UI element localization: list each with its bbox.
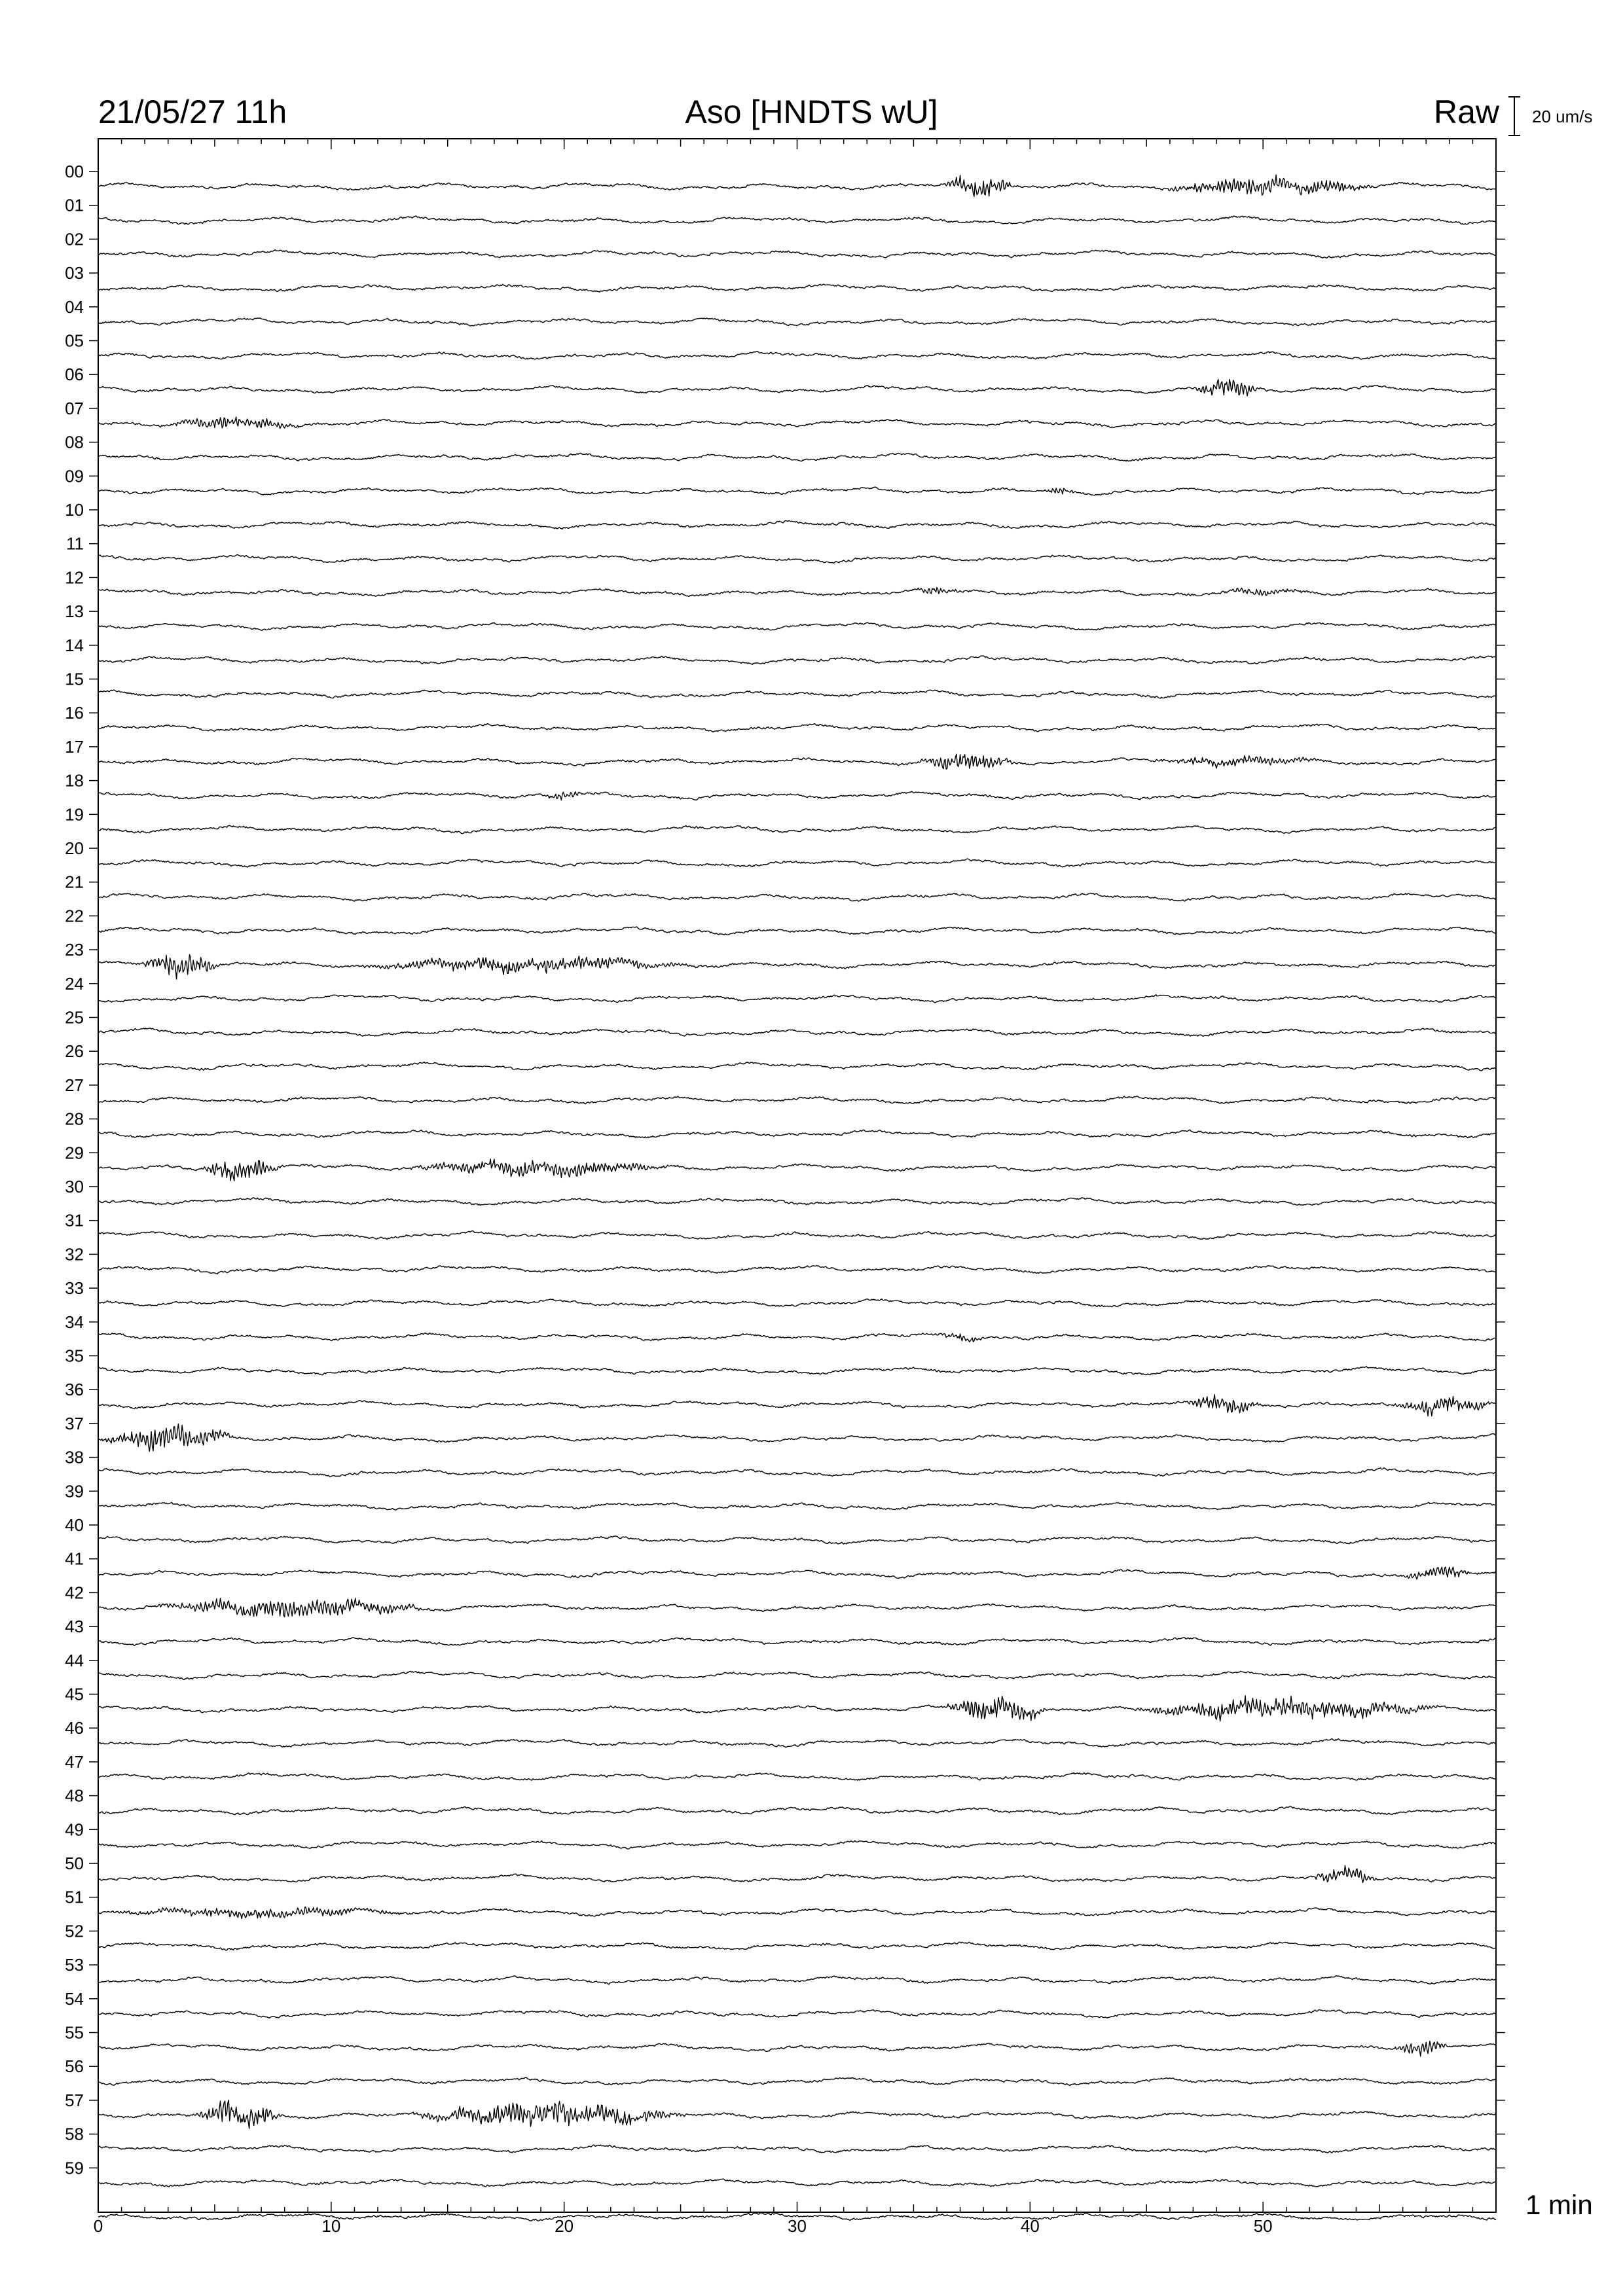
- row-labels: [65, 162, 84, 2178]
- row-label: 30: [65, 1177, 84, 1196]
- trace-line: [98, 1696, 1496, 1721]
- trace-line: [98, 1671, 1496, 1679]
- row-label: 41: [65, 1549, 84, 1569]
- trace-line: [98, 927, 1496, 935]
- x-tick-label: 10: [321, 2216, 341, 2236]
- trace-line: [98, 588, 1496, 597]
- trace-line: [98, 724, 1496, 732]
- trace-line: [98, 1159, 1496, 1181]
- trace-line: [98, 690, 1496, 698]
- row-label: 16: [65, 703, 84, 723]
- x-tick-labels: [94, 2216, 1273, 2236]
- trace-line: [98, 1840, 1496, 1849]
- trace-line: [98, 521, 1496, 529]
- trace-line: [98, 1299, 1496, 1307]
- trace-line: [98, 791, 1496, 800]
- row-label: 24: [65, 973, 84, 994]
- trace-line: [98, 1865, 1496, 1882]
- trace-line: [98, 825, 1496, 833]
- trace-line: [98, 1907, 1496, 1918]
- trace-line: [98, 175, 1496, 196]
- trace-datetime: 21/05/27 11h: [98, 94, 287, 130]
- row-label: 27: [65, 1075, 84, 1095]
- row-label: 34: [65, 1312, 84, 1332]
- row-label: 51: [65, 1887, 84, 1907]
- row-label: 06: [65, 365, 84, 385]
- x-axis-unit-label: 1 min: [1525, 2189, 1593, 2220]
- row-label: 05: [65, 331, 84, 351]
- row-label: 23: [65, 940, 84, 960]
- trace-line: [98, 2041, 1496, 2056]
- trace-line: [98, 1096, 1496, 1104]
- row-label: 48: [65, 1785, 84, 1806]
- row-label: 33: [65, 1278, 84, 1299]
- trace-line: [98, 1266, 1496, 1274]
- row-label: 50: [65, 1854, 84, 1873]
- row-label: 32: [65, 1244, 84, 1265]
- trace-line: [98, 1976, 1496, 1984]
- filter-mode: Raw: [1433, 94, 1499, 130]
- trace-line: [98, 622, 1496, 630]
- trace-line: [98, 2179, 1496, 2187]
- plot-frame: [98, 139, 1496, 2212]
- trace-line: [98, 2010, 1496, 2018]
- x-tick-label: 20: [555, 2216, 574, 2236]
- trace-line: [98, 1806, 1496, 1814]
- row-label: 35: [65, 1346, 84, 1366]
- row-label: 47: [65, 1751, 84, 1772]
- trace-line: [98, 1028, 1496, 1037]
- row-label: 37: [65, 1413, 84, 1433]
- trace-line: [98, 1468, 1496, 1477]
- row-label: 52: [65, 1921, 84, 1941]
- row-label: 12: [65, 567, 84, 588]
- row-label: 15: [65, 669, 84, 689]
- row-label: 14: [65, 635, 84, 655]
- row-label: 55: [65, 2022, 84, 2043]
- trace-line: [98, 2145, 1496, 2153]
- row-label: 44: [65, 1650, 84, 1670]
- row-label: 38: [65, 1447, 84, 1467]
- row-label: 18: [65, 770, 84, 791]
- trace-line: [98, 1367, 1496, 1375]
- row-label: 29: [65, 1143, 84, 1163]
- row-label: 00: [65, 162, 84, 181]
- trace-line: [98, 1567, 1496, 1579]
- row-label: 46: [65, 1718, 84, 1738]
- trace-line: [98, 380, 1496, 396]
- row-label: 45: [65, 1684, 84, 1704]
- row-label: 31: [65, 1210, 84, 1230]
- row-label: 02: [65, 229, 84, 249]
- trace-line: [98, 1395, 1496, 1416]
- row-label: 10: [65, 500, 84, 520]
- row-label: 49: [65, 1820, 84, 1840]
- trace-line: [98, 754, 1496, 769]
- station-title: Aso [HNDTS wU]: [685, 94, 938, 130]
- trace-line: [98, 2100, 1496, 2129]
- row-label: 36: [65, 1380, 84, 1400]
- row-label: 08: [65, 432, 84, 452]
- trace-line: [98, 318, 1496, 326]
- row-label: 43: [65, 1617, 84, 1637]
- row-label: 20: [65, 838, 84, 858]
- trace-line: [98, 1942, 1496, 1950]
- row-label: 17: [65, 736, 84, 757]
- row-label: 22: [65, 906, 84, 926]
- trace-lines: [98, 175, 1496, 2221]
- trace-line: [98, 351, 1496, 359]
- row-label: 54: [65, 1988, 84, 2009]
- trace-line: [98, 656, 1496, 664]
- row-label: 04: [65, 296, 84, 317]
- trace-line: [98, 1536, 1496, 1544]
- trace-line: [98, 1503, 1496, 1511]
- trace-line: [98, 555, 1496, 564]
- trace-line: [98, 1333, 1496, 1342]
- row-label: 25: [65, 1007, 84, 1028]
- tick-marks: [89, 139, 1505, 2212]
- row-label: 07: [65, 398, 84, 418]
- trace-line: [98, 417, 1496, 429]
- trace-line: [98, 1198, 1496, 1206]
- trace-line: [98, 453, 1496, 461]
- row-label: 21: [65, 872, 84, 892]
- row-label: 09: [65, 466, 84, 486]
- x-tick-label: 0: [93, 2216, 103, 2236]
- x-tick-label: 50: [1253, 2216, 1273, 2236]
- trace-line: [98, 1130, 1496, 1138]
- row-label: 13: [65, 601, 84, 622]
- row-label: 03: [65, 263, 84, 283]
- x-tick-label: 30: [788, 2216, 807, 2236]
- trace-line: [98, 1598, 1496, 1617]
- trace-line: [98, 250, 1496, 259]
- trace-line: [98, 1773, 1496, 1781]
- trace-line: [98, 893, 1496, 902]
- row-label: 59: [65, 2158, 84, 2178]
- trace-line: [98, 1424, 1496, 1452]
- row-label: 53: [65, 1955, 84, 1975]
- x-tick-label: 40: [1020, 2216, 1040, 2236]
- trace-line: [98, 1638, 1496, 1646]
- row-label: 40: [65, 1515, 84, 1535]
- trace-line: [98, 859, 1496, 867]
- trace-line: [98, 487, 1496, 495]
- trace-line: [98, 954, 1496, 979]
- row-label: 39: [65, 1481, 84, 1501]
- row-label: 19: [65, 804, 84, 825]
- amplitude-scale-label: 20 um/s: [1532, 107, 1593, 126]
- trace-line: [98, 2077, 1496, 2085]
- trace-line: [98, 1739, 1496, 1748]
- trace-line: [98, 216, 1496, 224]
- row-label: 01: [65, 195, 84, 215]
- row-label: 56: [65, 2056, 84, 2077]
- row-label: 26: [65, 1041, 84, 1062]
- trace-line: [98, 1231, 1496, 1240]
- row-label: 57: [65, 2090, 84, 2110]
- trace-line: [98, 284, 1496, 292]
- row-label: 58: [65, 2124, 84, 2144]
- trace-line: [98, 995, 1496, 1003]
- row-label: 11: [66, 533, 84, 554]
- row-label: 28: [65, 1109, 84, 1129]
- row-label: 42: [65, 1583, 84, 1603]
- trace-line: [98, 1062, 1496, 1071]
